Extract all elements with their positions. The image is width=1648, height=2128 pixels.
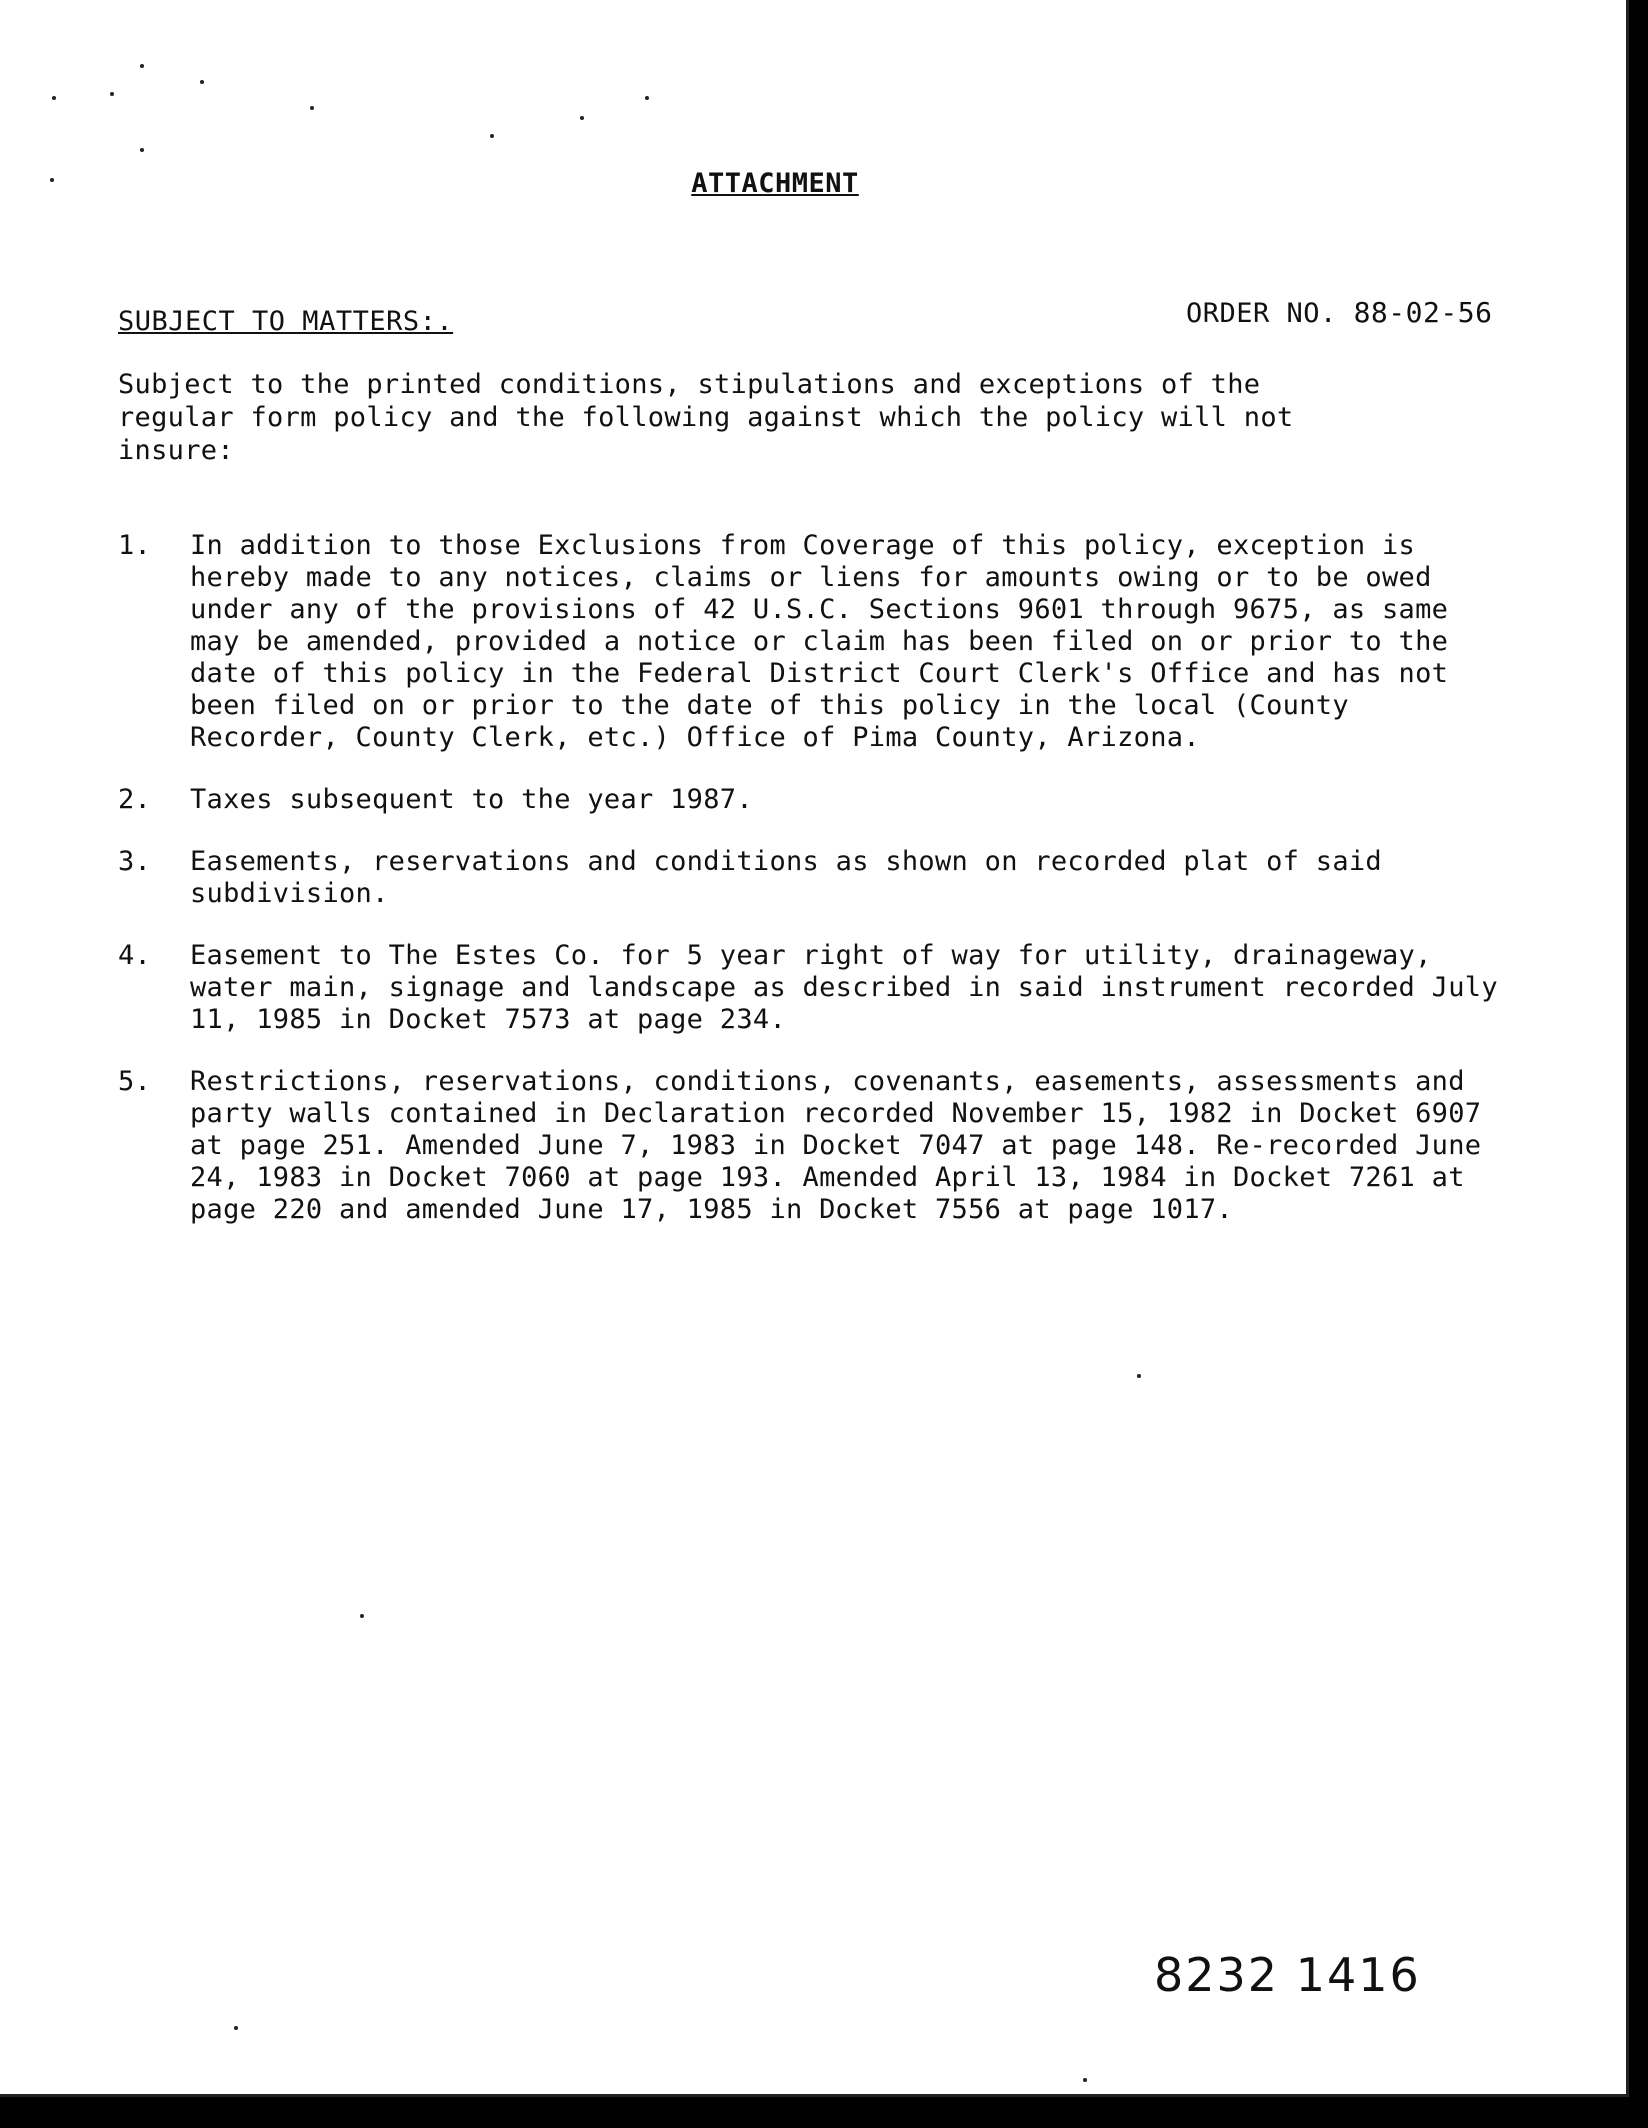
list-item-text: Restrictions, reservations, conditions, covenants, easements, assessments and party walls contained in Declaration recorded November 15, 1982 in Docket 6907 at page 251. Amended June 7, 1983 in Docket 7047 at page 148. Re-recorded June 24, 1983 in Docket 7060 at page 193. Amended April 13, 1984 in Docket 7261 at page 220 and amended June 17, 1985 in Docket 7556 at page 1017. — [190, 1066, 1482, 1225]
list-item-number: 4. — [118, 940, 152, 971]
list-item-text: Easements, reservations and conditions as shown on recorded plat of said subdivision. — [190, 846, 1382, 909]
footer-number: 8232 1416 — [1154, 1948, 1421, 2002]
order-number-block — [1186, 296, 1492, 329]
list-item-text: In addition to those Exclusions from Coverage of this policy, exception is hereby made to any notices, claims or liens for amounts owing or to be owed under any of the provisions of 42 U.S.C. Sections 9601 through 9675, as same may be amended, provided a notice or claim has been filed on or prior to the date of this policy in the Federal District Court Clerk's Office and has not been filed on or prior to the date of this policy in the local (County Recorder, County Clerk, etc.) Office of Pima County, Arizona. — [190, 530, 1449, 753]
order-label: ORDER NO. — [1186, 298, 1337, 329]
subject-label: SUBJECT TO MATTERS:. — [118, 306, 454, 337]
intro-paragraph: Subject to the printed conditions, stipulations and exceptions of the regular form policy and the following against which the policy will not insure: — [118, 369, 1294, 466]
list-item — [118, 530, 1498, 754]
list-item-number: 1. — [118, 530, 152, 561]
list-item — [118, 784, 1498, 816]
list-item — [118, 940, 1498, 1036]
list-item-text: Easement to The Estes Co. for 5 year right of way for utility, drainageway, water main, signage and landscape as described in said instrument recorded July 11, 1985 in Docket 7573 at page 234. — [190, 940, 1498, 1035]
exceptions-list — [118, 530, 1498, 1256]
list-item-number: 3. — [118, 846, 152, 877]
list-item — [118, 1066, 1498, 1226]
order-number: 88-02-56 — [1353, 296, 1493, 329]
list-item-text: Taxes subsequent to the year 1987. — [190, 784, 753, 815]
list-item-number: 2. — [118, 784, 152, 815]
list-item-number: 5. — [118, 1066, 152, 1097]
list-item — [118, 846, 1498, 910]
document-title: ATTACHMENT — [691, 168, 859, 199]
